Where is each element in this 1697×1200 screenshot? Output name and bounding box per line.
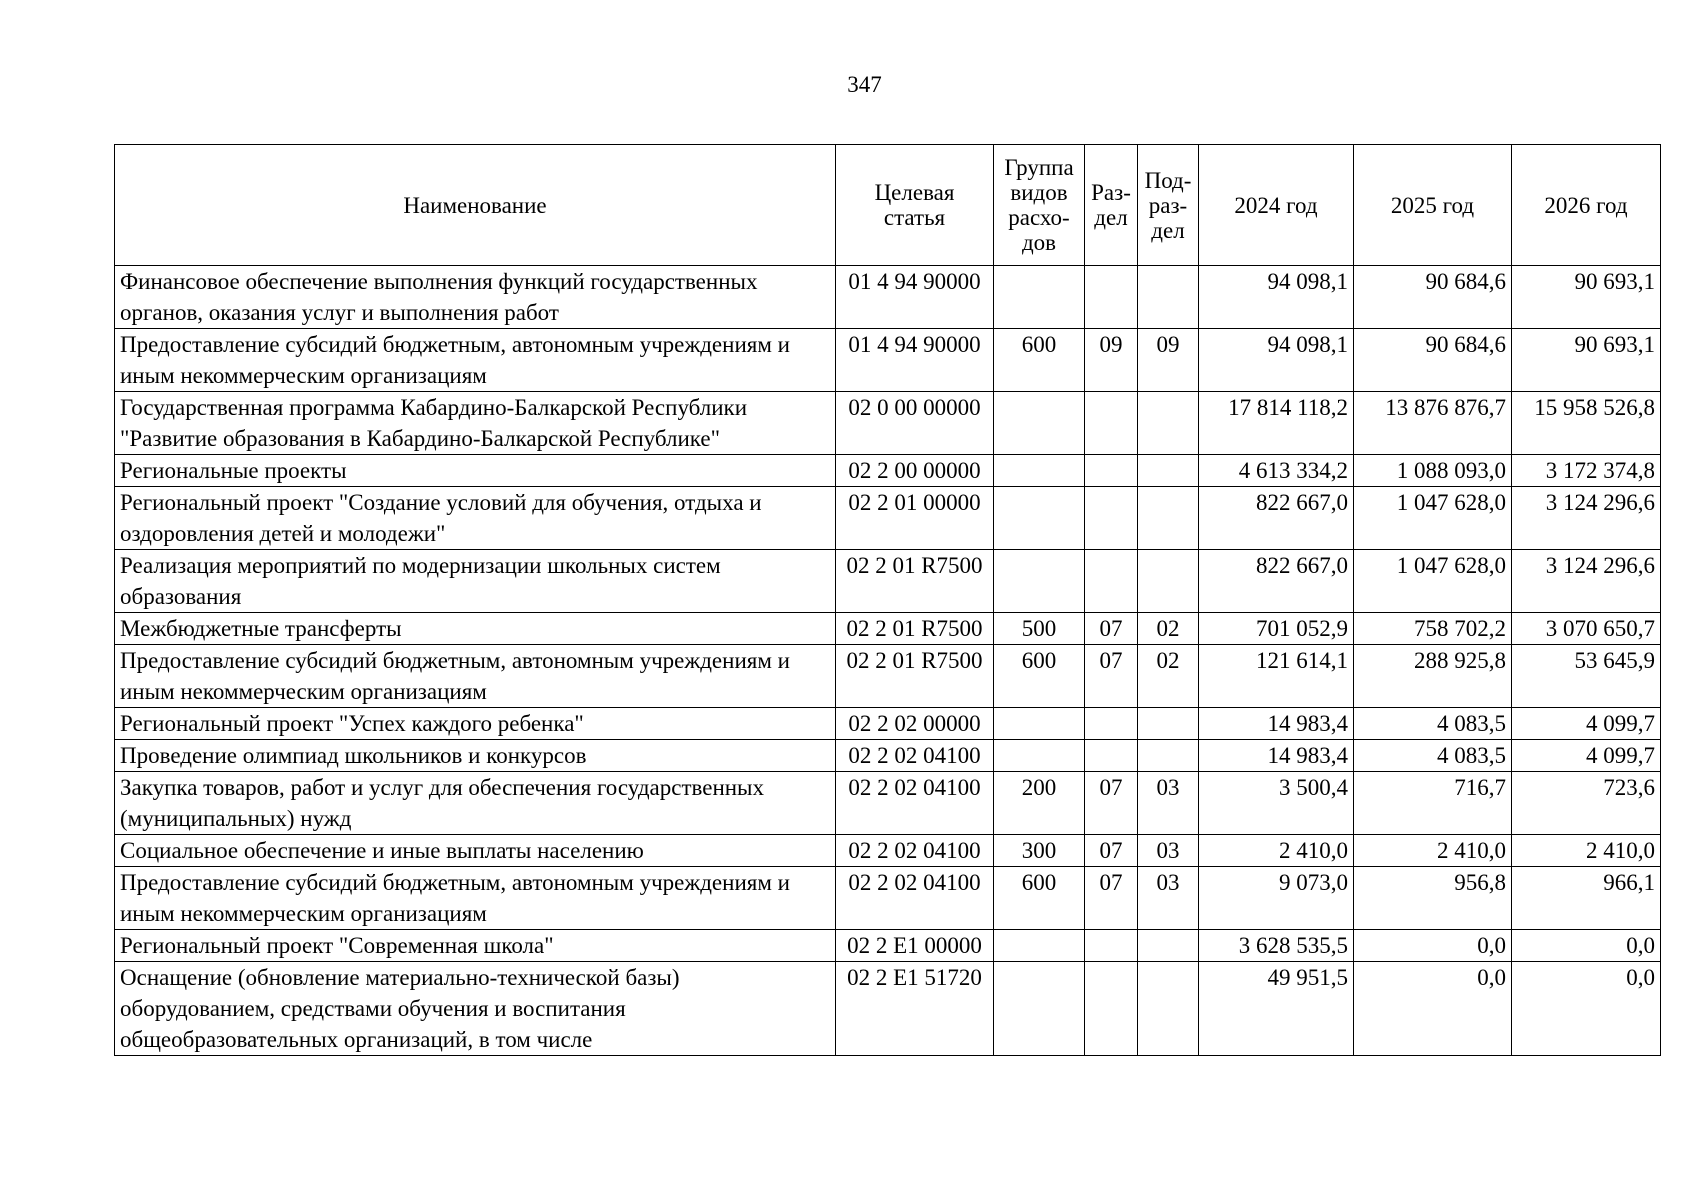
cell-target: 02 2 02 04100 — [836, 772, 994, 835]
cell-2026: 3 124 296,6 — [1512, 487, 1661, 550]
cell-2025: 13 876 876,7 — [1354, 392, 1512, 455]
cell-2025: 1 047 628,0 — [1354, 487, 1512, 550]
cell-subsection — [1138, 487, 1199, 550]
cell-section: 07 — [1085, 772, 1138, 835]
cell-name: Проведение олимпиад школьников и конкурсов — [115, 740, 836, 772]
cell-section — [1085, 455, 1138, 487]
cell-group — [994, 455, 1085, 487]
header-name: Наименование — [115, 145, 836, 266]
cell-2026: 0,0 — [1512, 930, 1661, 962]
cell-2025: 288 925,8 — [1354, 645, 1512, 708]
cell-name: Социальное обеспечение и иные выплаты населению — [115, 835, 836, 867]
cell-subsection: 03 — [1138, 835, 1199, 867]
table-row — [115, 962, 1661, 1056]
cell-section: 07 — [1085, 645, 1138, 708]
cell-target: 01 4 94 90000 — [836, 329, 994, 392]
cell-subsection: 03 — [1138, 772, 1199, 835]
cell-target: 02 2 01 R7500 — [836, 645, 994, 708]
cell-subsection — [1138, 392, 1199, 455]
cell-section — [1085, 487, 1138, 550]
cell-target: 02 2 02 04100 — [836, 867, 994, 930]
cell-group — [994, 266, 1085, 329]
cell-subsection — [1138, 740, 1199, 772]
cell-group — [994, 487, 1085, 550]
cell-2026: 53 645,9 — [1512, 645, 1661, 708]
cell-name: Региональный проект "Успех каждого ребенка" — [115, 708, 836, 740]
cell-subsection — [1138, 455, 1199, 487]
table-row — [115, 835, 1661, 867]
cell-2024: 2 410,0 — [1199, 835, 1354, 867]
cell-2024: 94 098,1 — [1199, 329, 1354, 392]
cell-name: Предоставление субсидий бюджетным, автономным учреждениям и иным некоммерческим организациям — [115, 329, 836, 392]
table-row — [115, 708, 1661, 740]
table-row — [115, 455, 1661, 487]
cell-name: Региональные проекты — [115, 455, 836, 487]
cell-subsection: 02 — [1138, 645, 1199, 708]
cell-2025: 1 047 628,0 — [1354, 550, 1512, 613]
cell-subsection — [1138, 266, 1199, 329]
cell-target: 02 2 01 00000 — [836, 487, 994, 550]
cell-group — [994, 392, 1085, 455]
cell-name: Межбюджетные трансферты — [115, 613, 836, 645]
cell-group: 600 — [994, 329, 1085, 392]
cell-group — [994, 740, 1085, 772]
cell-section — [1085, 550, 1138, 613]
table-row — [115, 550, 1661, 613]
header-2025: 2025 год — [1354, 145, 1512, 266]
cell-2024: 121 614,1 — [1199, 645, 1354, 708]
cell-2024: 94 098,1 — [1199, 266, 1354, 329]
cell-name: Государственная программа Кабардино-Балкарской Республики "Развитие образования в Кабардино-Балкарской Республике" — [115, 392, 836, 455]
table-row — [115, 867, 1661, 930]
cell-2024: 822 667,0 — [1199, 550, 1354, 613]
cell-name: Закупка товаров, работ и услуг для обеспечения государственных (муниципальных) нужд — [115, 772, 836, 835]
header-2026: 2026 год — [1512, 145, 1661, 266]
cell-name: Региональный проект "Создание условий для обучения, отдыха и оздоровления детей и молодежи" — [115, 487, 836, 550]
table-row — [115, 329, 1661, 392]
cell-target: 02 2 01 R7500 — [836, 550, 994, 613]
cell-2025: 2 410,0 — [1354, 835, 1512, 867]
cell-2024: 49 951,5 — [1199, 962, 1354, 1056]
cell-2025: 0,0 — [1354, 962, 1512, 1056]
header-group-line-2: видов — [1010, 180, 1068, 205]
cell-2026: 3 070 650,7 — [1512, 613, 1661, 645]
cell-subsection — [1138, 930, 1199, 962]
header-target-line-1: Целевая — [874, 180, 955, 205]
cell-2024: 14 983,4 — [1199, 740, 1354, 772]
cell-group — [994, 550, 1085, 613]
cell-2024: 14 983,4 — [1199, 708, 1354, 740]
cell-section — [1085, 930, 1138, 962]
header-target-line-2: статья — [883, 205, 946, 230]
table-row — [115, 645, 1661, 708]
cell-target: 02 2 E1 00000 — [836, 930, 994, 962]
cell-section: 07 — [1085, 835, 1138, 867]
cell-subsection — [1138, 550, 1199, 613]
header-group — [994, 145, 1085, 266]
cell-2026: 4 099,7 — [1512, 740, 1661, 772]
cell-2025: 90 684,6 — [1354, 266, 1512, 329]
cell-2024: 701 052,9 — [1199, 613, 1354, 645]
cell-section — [1085, 740, 1138, 772]
cell-target: 02 2 00 00000 — [836, 455, 994, 487]
cell-section — [1085, 392, 1138, 455]
cell-section — [1085, 962, 1138, 1056]
table-row — [115, 487, 1661, 550]
header-section-line-1: Раз- — [1091, 180, 1131, 205]
cell-2024: 3 500,4 — [1199, 772, 1354, 835]
table-row — [115, 613, 1661, 645]
cell-name: Региональный проект "Современная школа" — [115, 930, 836, 962]
header-subsection-line-1: Под- — [1144, 167, 1192, 193]
cell-group: 600 — [994, 867, 1085, 930]
header-2024: 2024 год — [1199, 145, 1354, 266]
cell-group: 200 — [994, 772, 1085, 835]
header-section-line-2: дел — [1094, 205, 1128, 230]
cell-subsection: 03 — [1138, 867, 1199, 930]
cell-2024: 822 667,0 — [1199, 487, 1354, 550]
cell-2026: 2 410,0 — [1512, 835, 1661, 867]
cell-group — [994, 930, 1085, 962]
cell-group — [994, 708, 1085, 740]
cell-section: 07 — [1085, 613, 1138, 645]
cell-name: Реализация мероприятий по модернизации школьных систем образования — [115, 550, 836, 613]
header-section — [1085, 145, 1138, 266]
cell-target: 02 2 02 04100 — [836, 835, 994, 867]
cell-target: 01 4 94 90000 — [836, 266, 994, 329]
table-row — [115, 740, 1661, 772]
cell-name: Предоставление субсидий бюджетным, автономным учреждениям и иным некоммерческим организациям — [115, 867, 836, 930]
cell-section: 07 — [1085, 867, 1138, 930]
page-number: 347 — [847, 72, 882, 97]
header-row — [115, 145, 1661, 266]
cell-group: 600 — [994, 645, 1085, 708]
header-group-line-1: Группа — [1004, 155, 1074, 180]
cell-name: Предоставление субсидий бюджетным, автономным учреждениям и иным некоммерческим организациям — [115, 645, 836, 708]
cell-target: 02 2 02 00000 — [836, 708, 994, 740]
table-row — [115, 266, 1661, 329]
table-row — [115, 772, 1661, 835]
cell-2025: 758 702,2 — [1354, 613, 1512, 645]
cell-section — [1085, 708, 1138, 740]
cell-2024: 4 613 334,2 — [1199, 455, 1354, 487]
cell-target: 02 2 02 04100 — [836, 740, 994, 772]
cell-2025: 0,0 — [1354, 930, 1512, 962]
cell-group: 500 — [994, 613, 1085, 645]
header-group-line-3: расхо- — [1008, 205, 1070, 230]
cell-name: Финансовое обеспечение выполнения функций государственных органов, оказания услуг и выполнения работ — [115, 266, 836, 329]
budget-table — [114, 144, 1661, 1056]
cell-2025: 716,7 — [1354, 772, 1512, 835]
cell-target: 02 2 01 R7500 — [836, 613, 994, 645]
cell-2026: 90 693,1 — [1512, 266, 1661, 329]
table-body — [115, 266, 1661, 1056]
cell-2026: 4 099,7 — [1512, 708, 1661, 740]
header-group-line-4: дов — [1021, 230, 1057, 255]
cell-section: 09 — [1085, 329, 1138, 392]
cell-2026: 723,6 — [1512, 772, 1661, 835]
header-target — [836, 145, 994, 266]
table-row — [115, 930, 1661, 962]
cell-name: Оснащение (обновление материально-технической базы) оборудованием, средствами обучения и воспитания общеобразовательных организаций, в том числе — [115, 962, 836, 1056]
cell-section — [1085, 266, 1138, 329]
cell-group — [994, 962, 1085, 1056]
cell-2026: 0,0 — [1512, 962, 1661, 1056]
cell-2025: 4 083,5 — [1354, 740, 1512, 772]
cell-subsection — [1138, 962, 1199, 1056]
cell-2026: 90 693,1 — [1512, 329, 1661, 392]
cell-subsection — [1138, 708, 1199, 740]
cell-2024: 9 073,0 — [1199, 867, 1354, 930]
cell-2024: 17 814 118,2 — [1199, 392, 1354, 455]
cell-group: 300 — [994, 835, 1085, 867]
cell-target: 02 0 00 00000 — [836, 392, 994, 455]
cell-2025: 90 684,6 — [1354, 329, 1512, 392]
cell-2024: 3 628 535,5 — [1199, 930, 1354, 962]
cell-subsection: 02 — [1138, 613, 1199, 645]
table-row — [115, 392, 1661, 455]
cell-2026: 3 172 374,8 — [1512, 455, 1661, 487]
cell-2025: 956,8 — [1354, 867, 1512, 930]
cell-2026: 15 958 526,8 — [1512, 392, 1661, 455]
cell-2026: 3 124 296,6 — [1512, 550, 1661, 613]
cell-target: 02 2 E1 51720 — [836, 962, 994, 1056]
cell-subsection: 09 — [1138, 329, 1199, 392]
header-subsection-line-2: раз- — [1148, 192, 1188, 218]
cell-2025: 4 083,5 — [1354, 708, 1512, 740]
header-subsection — [1138, 145, 1199, 266]
cell-2025: 1 088 093,0 — [1354, 455, 1512, 487]
header-subsection-line-3: дел — [1151, 217, 1185, 243]
cell-2026: 966,1 — [1512, 867, 1661, 930]
